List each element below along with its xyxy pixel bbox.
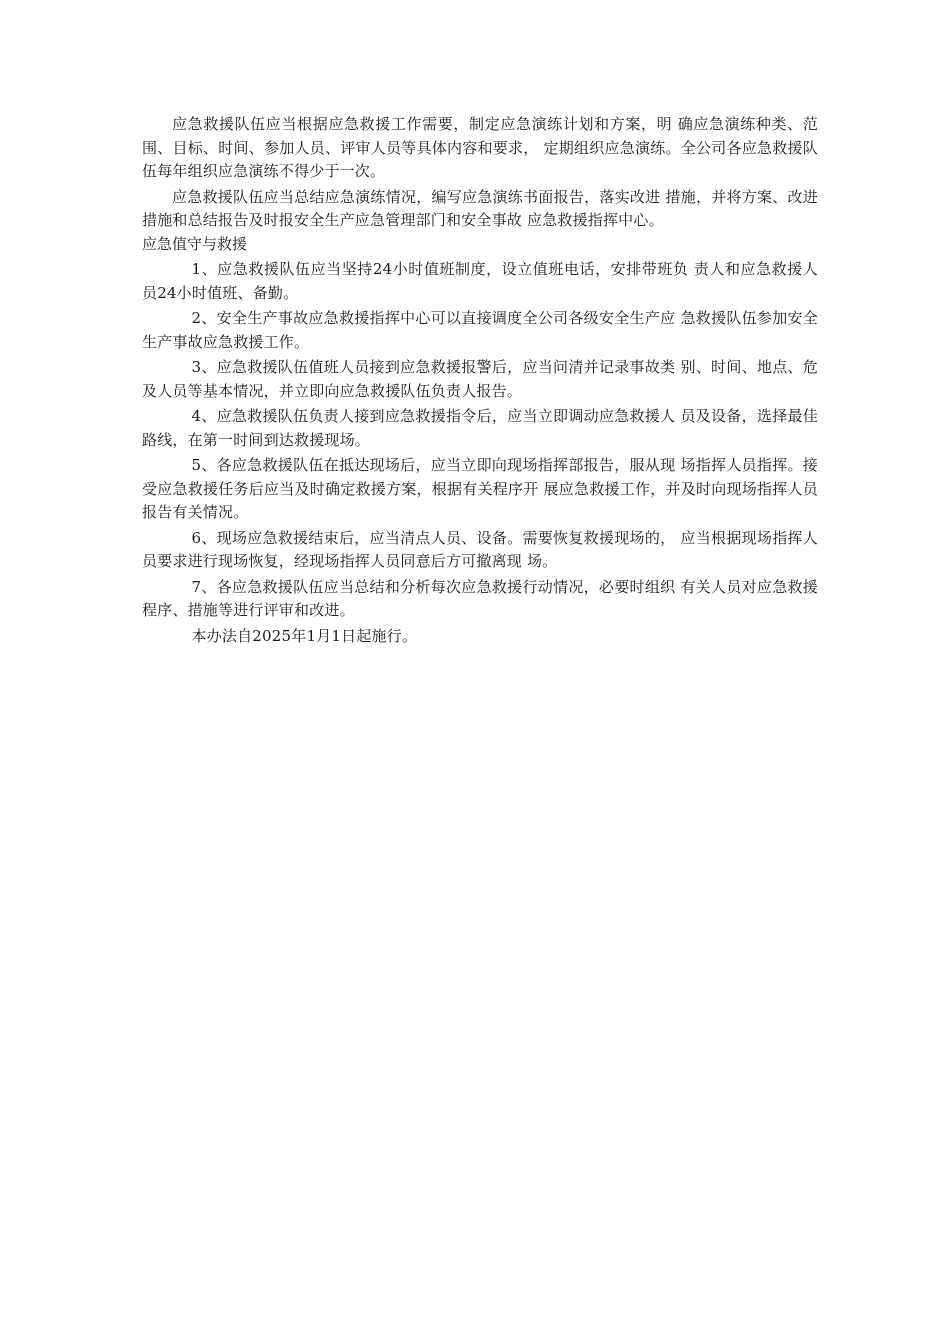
paragraph-drill-report: 应急救援队伍应当总结应急演练情况，编写应急演练书面报告，落实改进 措施，并将方案、改进措施和总结报告及时报安全生产应急管理部门和安全事故 应急救援指挥中心。: [142, 187, 818, 229]
list-item: 7、各应急救援队伍应当总结和分析每次应急救援行动情况，必要时组织 有关人员对应急救援程序、措施等进行评审和改进。: [142, 577, 818, 619]
document-page: [142, 113, 818, 648]
paragraph-drill-plan: 应急救援队伍应当根据应急救援工作需要，制定应急演练计划和方案，明 确应急演练种类、范围、目标、时间、参加人员、评审人员等具体内容和要求， 定期组织应急演练。全公司各应急救援队伍每年组织应急演练不得少于一次。: [142, 115, 818, 180]
closing-statement: 本办法自2025年1月1日起施行。: [191, 626, 418, 645]
section-heading: 应急值守与救援: [142, 234, 248, 253]
list-item: 3、应急救援队伍值班人员接到应急救援报警后，应当问清并记录事故类 别、时间、地点、危及人员等基本情况，并立即向应急救援队伍负责人报告。: [142, 358, 818, 400]
list-item: 1、应急救援队伍应当坚持24小时值班制度，设立值班电话，安排带班负 责人和应急救援人员24小时值班、备勤。: [142, 260, 818, 302]
list-item: 6、现场应急救援结束后，应当清点人员、设备。需要恢复救援现场的， 应当根据现场指挥人员要求进行现场恢复，经现场指挥人员同意后方可撤离现 场。: [142, 528, 818, 570]
list-item: 2、安全生产事故应急救援指挥中心可以直接调度全公司各级安全生产应 急救援队伍参加安全生产事故应急救援工作。: [142, 309, 818, 351]
list-item: 4、应急救援队伍负责人接到应急救援指令后，应当立即调动应急救援人 员及设备，选择最佳路线，在第一时间到达救援现场。: [142, 407, 818, 449]
list-item: 5、各应急救援队伍在抵达现场后，应当立即向现场指挥部报告，服从现 场指挥人员指挥。接受应急救援任务后应当及时确定救援方案，根据有关程序开 展应急救援工作，并及时向现场指挥人员报告有关情况。: [142, 456, 818, 521]
